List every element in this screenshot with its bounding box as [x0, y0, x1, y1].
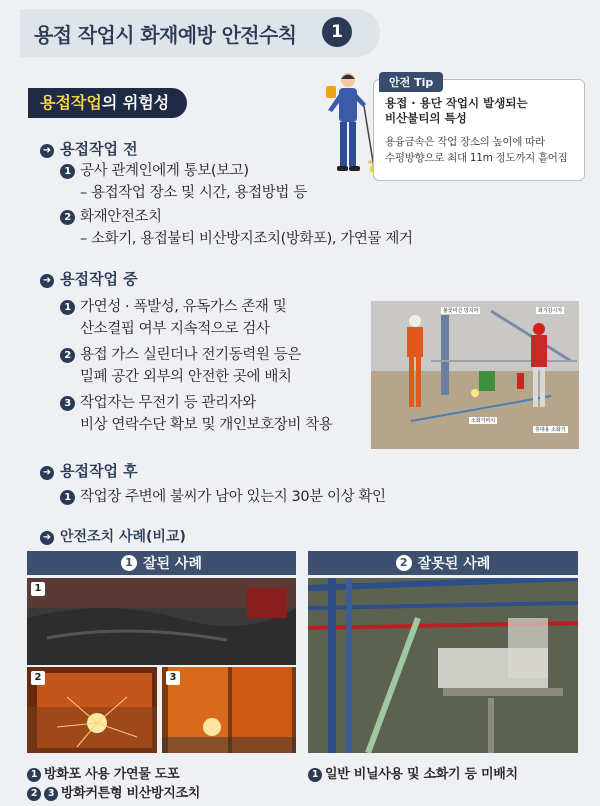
number-badge: 2 [60, 348, 75, 363]
photo-sign: 휴대용 소화기 [535, 427, 566, 433]
tip-heading-line: 용접 · 용단 작업시 발생되는 [385, 96, 528, 110]
bad-case-photo [308, 578, 578, 753]
photo-tag: 2 [31, 671, 45, 685]
number-badge: 2 [396, 555, 412, 571]
good-case-photo-1 [27, 578, 296, 665]
number-badge: 1 [60, 300, 75, 315]
good-case-photo-2 [27, 667, 157, 753]
section-title-text: 용접작업 중 [60, 270, 138, 288]
list-item [60, 392, 332, 436]
number-badge: 3 [44, 787, 58, 801]
bad-case-bar [308, 551, 578, 575]
photo-tag: 3 [166, 671, 180, 685]
note-text: 방화포 사용 가연물 도포 [44, 767, 180, 782]
list-item [60, 206, 413, 250]
list-item [60, 296, 286, 340]
title-number-badge: 1 [322, 17, 352, 47]
number-badge: 1 [60, 164, 75, 179]
section-before-title [40, 138, 138, 159]
safety-tip-tag: 안전 Tip [379, 72, 443, 92]
item-line: 비상 연락수단 확보 및 개인보호장비 착용 [80, 417, 333, 433]
item-line: – 소화기, 용접불티 비산방지조치(방화포), 가연물 제거 [80, 231, 413, 247]
safety-tip-body [385, 134, 580, 166]
section-title-text: 안전조치 사례(비교) [60, 529, 186, 545]
section-title-text: 용접작업 전 [60, 140, 138, 158]
welder-illustration [318, 70, 380, 178]
number-badge: 1 [27, 768, 41, 782]
bad-case-label: 잘못된 사례 [417, 556, 491, 572]
item-line: 작업장 주변에 불씨가 남아 있는지 30분 이상 확인 [80, 489, 386, 505]
note-text: 일반 비닐사용 및 소화기 등 미배치 [325, 767, 518, 782]
arrow-right-icon: ➜ [40, 144, 54, 158]
tip-body-line: 용융금속은 작업 장소의 높이에 따라 [385, 136, 545, 148]
list-item [60, 160, 307, 204]
good-case-photo-3 [162, 667, 296, 753]
note-text: 방화커튼형 비산방지조치 [61, 786, 201, 801]
number-badge: 3 [60, 396, 75, 411]
item-line: 산소결핍 여부 지속적으로 검사 [80, 321, 270, 337]
subtitle-highlight: 용접작업 [40, 93, 102, 112]
page-title: 용접 작업시 화재예방 안전수칙 [34, 23, 297, 47]
section-cases-title [40, 526, 186, 546]
good-case-note [27, 782, 200, 801]
photo-sign: 화기감시자 [538, 308, 563, 314]
tip-heading-line: 비산불티의 특성 [385, 111, 467, 125]
item-line: 가연성 · 폭발성, 유독가스 존재 및 [80, 299, 287, 315]
photo-sign: 불꽃비산 방지막 [443, 308, 479, 314]
item-line: 화재안전조치 [80, 209, 162, 225]
number-badge: 2 [60, 210, 75, 225]
arrow-right-icon: ➜ [40, 466, 54, 480]
photo-tag: 1 [31, 582, 45, 596]
arrow-right-icon: ➜ [40, 531, 54, 545]
welding-site-photo [371, 301, 579, 449]
section-during-title [40, 268, 138, 289]
item-line: 공사 관계인에게 통보(보고) [80, 163, 249, 179]
bad-case-note [308, 763, 518, 782]
item-line: 밀폐 공간 외부의 안전한 곳에 배치 [80, 369, 292, 385]
number-badge: 1 [308, 768, 322, 782]
number-badge: 2 [27, 787, 41, 801]
subtitle-rest: 의 위험성 [101, 93, 170, 112]
good-case-bar [27, 551, 296, 575]
item-line: 용접 가스 실린더나 전기동력원 등은 [80, 347, 301, 363]
section-after-title [40, 460, 138, 481]
photo-sign: 소화기비치 [471, 418, 496, 424]
good-case-note [27, 763, 179, 782]
good-case-label: 잘된 사례 [143, 556, 202, 572]
safety-tip-heading [385, 96, 575, 126]
subtitle-badge [28, 88, 187, 118]
list-item [60, 344, 301, 388]
arrow-right-icon: ➜ [40, 274, 54, 288]
item-line: 작업자는 무전기 등 관리자와 [80, 395, 256, 411]
number-badge: 1 [121, 555, 137, 571]
section-title-text: 용접작업 후 [60, 462, 138, 480]
item-line: – 용접작업 장소 및 시간, 용접방법 등 [80, 185, 307, 201]
number-badge: 1 [60, 490, 75, 505]
list-item [60, 486, 386, 508]
tip-body-line: 수평방향으로 최대 11m 정도까지 흩어짐 [385, 152, 568, 164]
